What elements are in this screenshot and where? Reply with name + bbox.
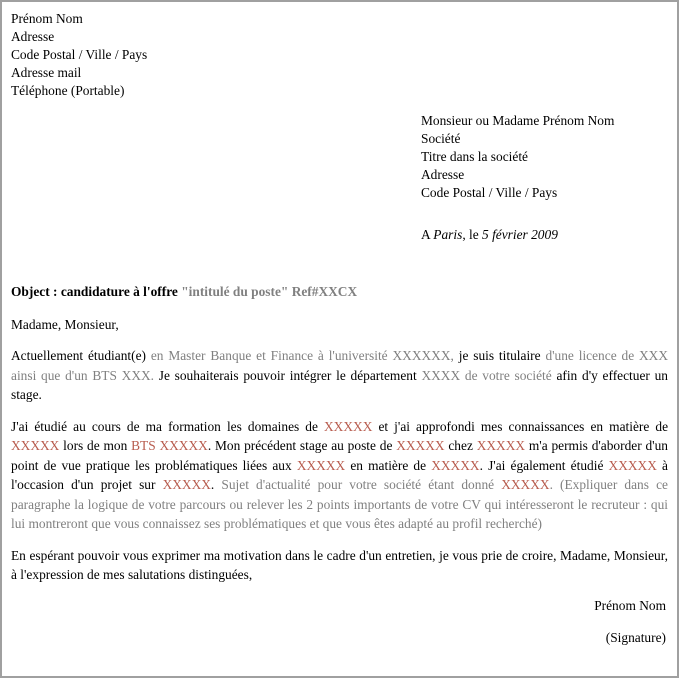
text-span: m'a permis d'aborder d'un point de vue pratique les problématiques liées aux bbox=[11, 438, 668, 473]
subject-line bbox=[11, 282, 668, 301]
paragraph-intro bbox=[11, 346, 668, 405]
text-span: XXXXX bbox=[396, 438, 445, 453]
text-span: chez bbox=[444, 438, 477, 453]
text-span: En espérant pouvoir vous exprimer ma motivation dans le cadre d'un entretien, je vous prie de croire, Madame, Monsieur, à l'expression de mes salutations distinguées, bbox=[11, 547, 668, 582]
text-span: , le bbox=[462, 227, 483, 242]
text-span: J'ai étudié au cours de ma formation les domaines de bbox=[11, 418, 325, 434]
text-span: . Mon précédent stage au poste de bbox=[207, 438, 397, 453]
text-span: Object : candidature à l'offre bbox=[11, 284, 182, 299]
recipient-block bbox=[421, 112, 668, 202]
sender-name: Prénom Nom bbox=[11, 11, 83, 26]
recipient-name: Monsieur ou Madame Prénom Nom bbox=[421, 113, 615, 128]
text-span: BTS XXXXX bbox=[131, 438, 208, 453]
text-span: Je souhaiterais pouvoir intégrer le département bbox=[158, 367, 422, 383]
text-span: 5 février 2009 bbox=[482, 227, 558, 242]
text-span: XXXXX bbox=[608, 457, 657, 473]
text-span: . (Expliquer dans ce paragraphe la logique de votre parcours ou relever les 2 points importants de votre CV qui intéresseront le recruteur : qui lui montreront que vous connaissez ses problématiques et que vous êtes adapté au profil recherché) bbox=[11, 477, 668, 531]
salutation: Madame, Monsieur, bbox=[11, 317, 119, 332]
sender-email: Adresse mail bbox=[11, 65, 82, 80]
text-span: A bbox=[421, 227, 434, 242]
sender-block bbox=[11, 10, 668, 100]
text-span: . bbox=[210, 477, 222, 492]
sender-phone: Téléphone (Portable) bbox=[11, 83, 125, 98]
text-span: afin d'y effectuer un stage. bbox=[11, 367, 668, 402]
text-span: et j'ai approfondi mes connaissances en matière de bbox=[372, 418, 669, 434]
text-span: lors de mon bbox=[59, 438, 132, 453]
text-span: à l'occasion d'un projet sur bbox=[11, 457, 668, 492]
text-span: XXXXX bbox=[296, 457, 346, 473]
recipient-company: Société bbox=[421, 131, 461, 146]
text-span: XXXXX bbox=[162, 477, 211, 492]
text-span: XXXXX bbox=[431, 457, 480, 473]
text-span: je suis titulaire bbox=[458, 348, 546, 363]
paragraph-experience bbox=[11, 417, 668, 534]
text-span: Actuellement étudiant(e) bbox=[11, 348, 151, 363]
text-span: en Master Banque et Finance à l'université XXXXXX, bbox=[150, 348, 459, 363]
text-span: . J'ai également étudié bbox=[479, 457, 609, 473]
text-span: en matière de bbox=[345, 457, 432, 473]
signature-label: (Signature) bbox=[605, 630, 666, 645]
text-span: Sujet d'actualité pour votre société étant donné bbox=[221, 477, 502, 492]
text-span: Paris bbox=[433, 227, 463, 242]
text-span: XXXX de votre société bbox=[421, 367, 557, 383]
text-span: XXXXX bbox=[501, 477, 550, 492]
paragraph-closing bbox=[11, 546, 668, 585]
recipient-title: Titre dans la société bbox=[421, 149, 528, 164]
sender-address: Adresse bbox=[11, 29, 55, 44]
date-line bbox=[421, 226, 668, 244]
text-span: d'une licence de XXX ainsi que d'un BTS XXX. bbox=[11, 348, 669, 383]
sender-postal-city-country: Code Postal / Ville / Pays bbox=[11, 47, 148, 62]
recipient-address: Adresse bbox=[421, 167, 465, 182]
text-span: XXXXX bbox=[324, 418, 373, 434]
text-span: XXXXX bbox=[476, 438, 526, 453]
signature-name: Prénom Nom bbox=[594, 597, 666, 613]
recipient-postal-city-country: Code Postal / Ville / Pays bbox=[421, 185, 558, 200]
text-span: "intitulé du poste" Ref#XXCX bbox=[181, 284, 358, 299]
text-span: XXXXX bbox=[11, 438, 60, 453]
